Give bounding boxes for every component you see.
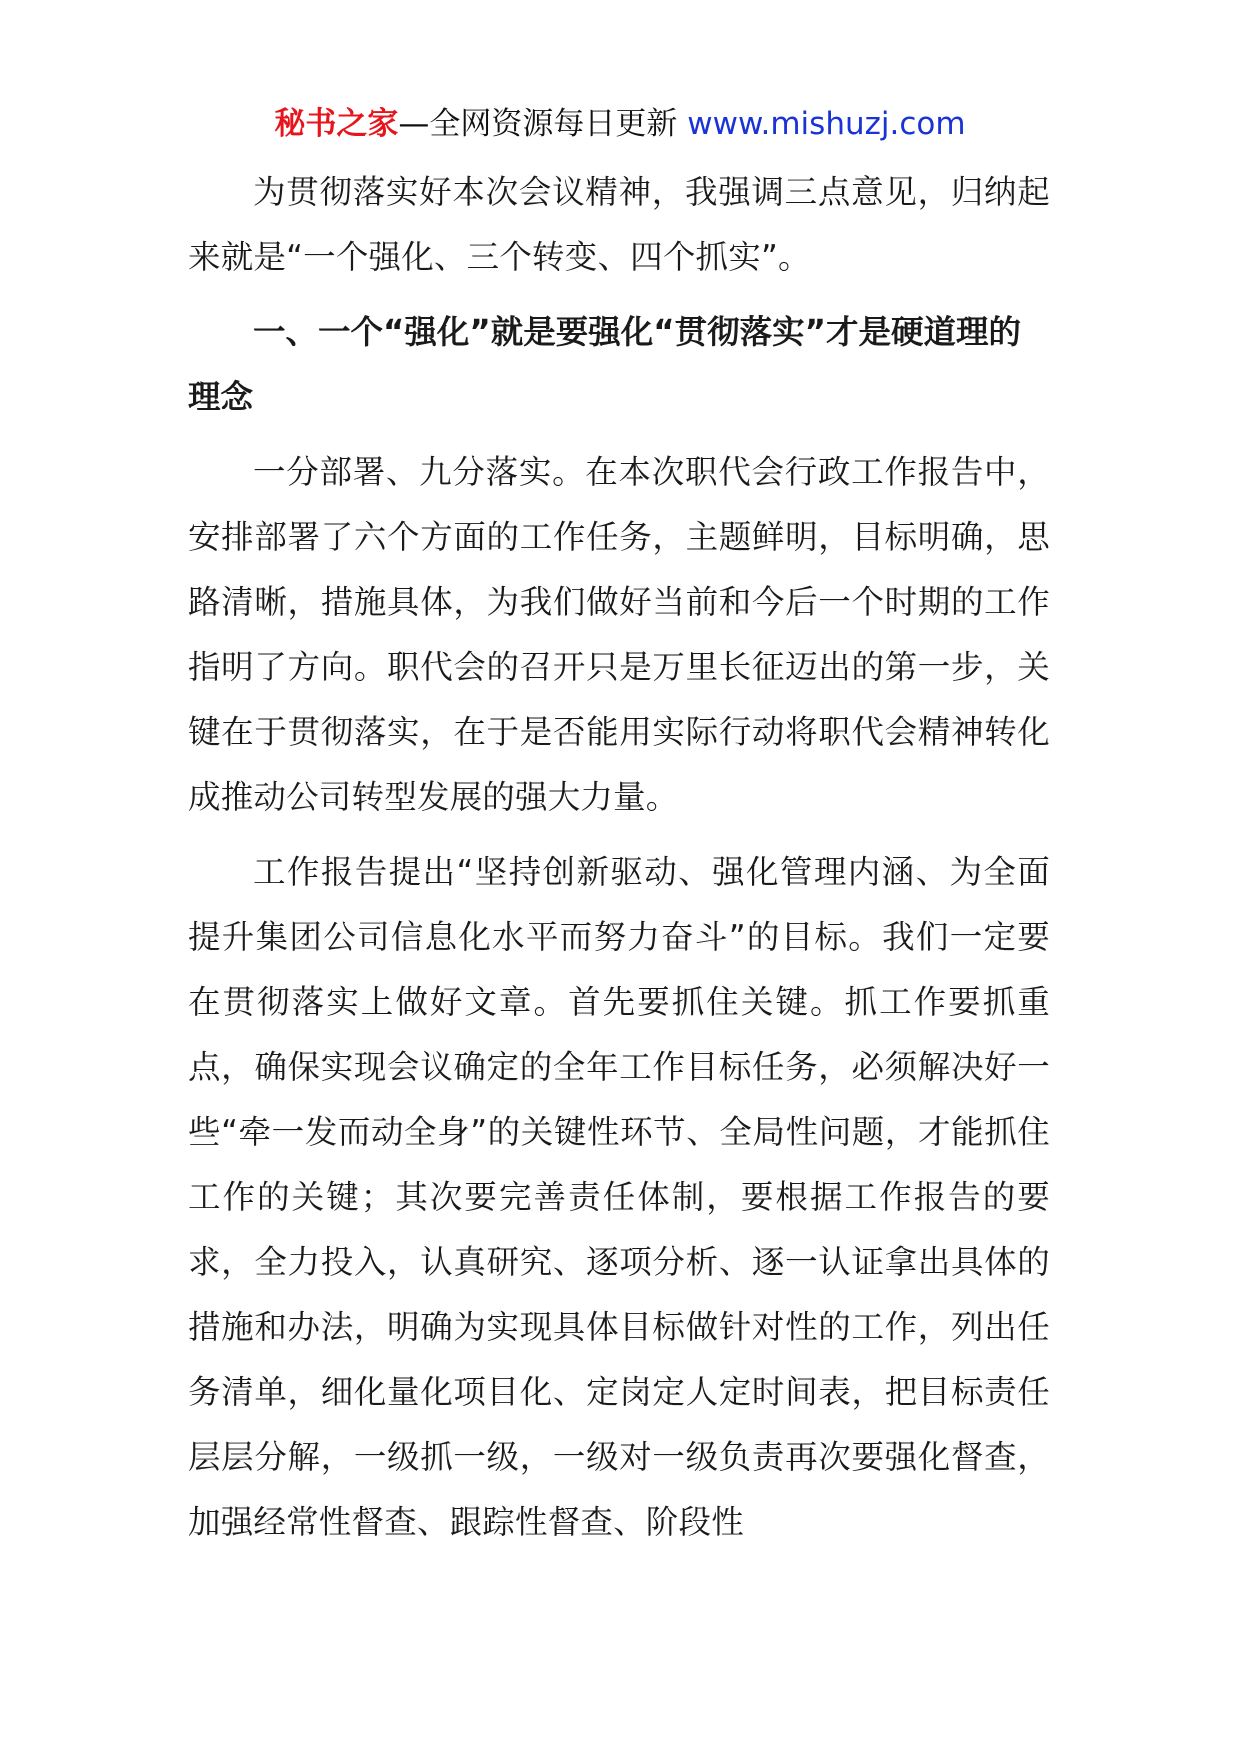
- intro-paragraph: 为贯彻落实好本次会议精神，我强调三点意见，归纳起来就是“一个强化、三个转变、四个抓实”。: [188, 173, 1050, 276]
- document-body: [188, 160, 1050, 1565]
- page-header: [0, 96, 1240, 152]
- section-heading-1: 一、一个“强化”就是要强化“贯彻落实”才是硬道理的理念: [188, 313, 1021, 416]
- body-paragraph-1: 一分部署、九分落实。在本次职代会行政工作报告中，安排部署了六个方面的工作任务，主题鲜明，目标明确，思路清晰，措施具体，为我们做好当前和今后一个时期的工作指明了方向。职代会的召开只是万里长征迈出的第一步，关键在于贯彻落实，在于是否能用实际行动将职代会精神转化成推动公司转型发展的强大力量。: [188, 453, 1050, 816]
- brand-name: 秘书之家: [274, 106, 399, 142]
- body-paragraph-2: 工作报告提出“坚持创新驱动、强化管理内涵、为全面提升集团公司信息化水平而努力奋斗”的目标。我们一定要在贯彻落实上做好文章。首先要抓住关键。抓工作要抓重点，确保实现会议确定的全年工作目标任务，必须解决好一些“牵一发而动全身”的关键性环节、全局性问题，才能抓住工作的关键；其次要完善责任体制，要根据工作报告的要求，全力投入，认真研究、逐项分析、逐一认证拿出具体的措施和办法，明确为实现具体目标做针对性的工作，列出任务清单，细化量化项目化、定岗定人定时间表，把目标责任层层分解，一级抓一级，一级对一级负责再次要强化督查，加强经常性督查、跟踪性督查、阶段性: [188, 853, 1050, 1541]
- header-tagline: —全网资源每日更新: [398, 106, 678, 142]
- website-link[interactable]: www.mishuzj.com: [687, 106, 966, 142]
